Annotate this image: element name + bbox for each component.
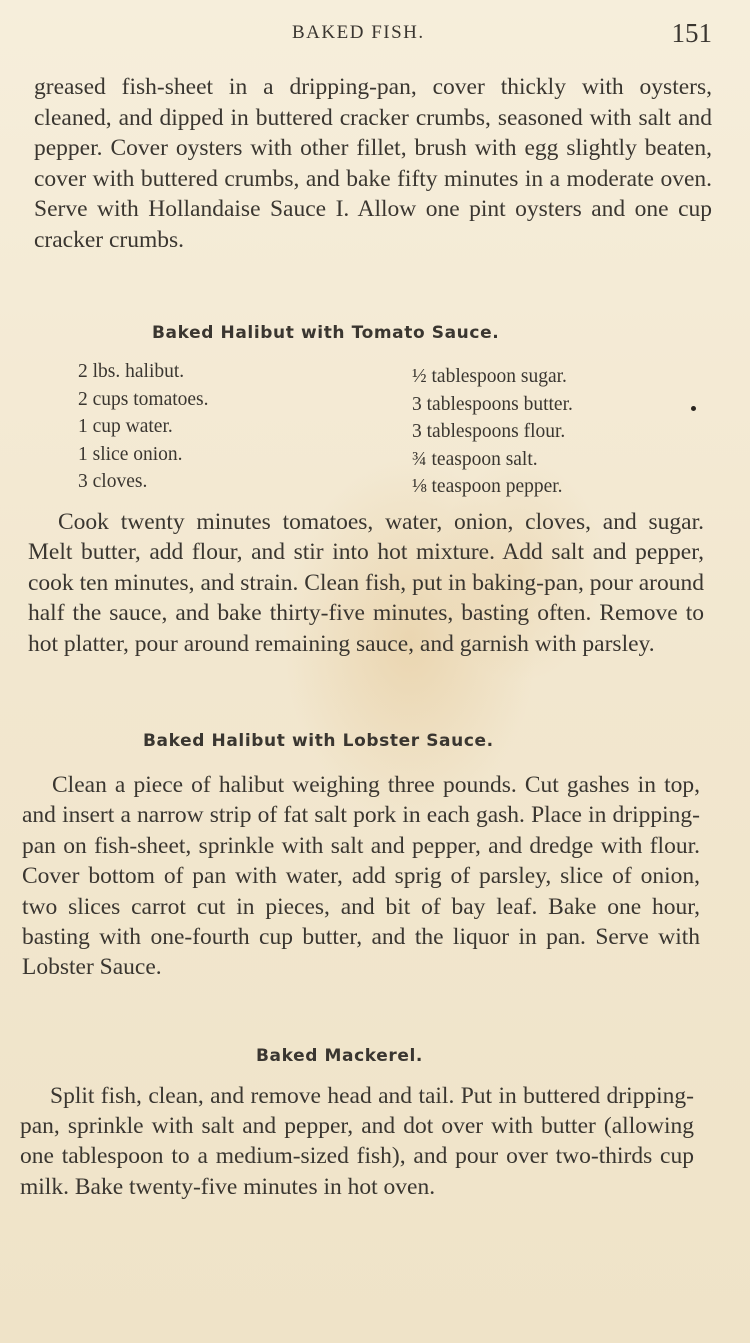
ingredient-item: 3 cloves.	[78, 471, 148, 492]
recipe-title-mackerel: Baked Mackerel.	[256, 1046, 423, 1066]
recipe-method-mackerel: Split fish, clean, and remove head and tail. Put in buttered dripping-pan, sprinkle with salt and pepper, and dot over with butter (allowing one tablespoon to a medium-sized fish), and pour over two-thirds cup milk. Bake twenty-five minutes in hot oven.	[20, 1083, 694, 1200]
recipe-title-halibut-lobster: Baked Halibut with Lobster Sauce.	[143, 731, 494, 751]
recipe-method-halibut-tomato: Cook twenty minutes tomatoes, water, onion, cloves, and sugar. Melt butter, add flour, and stir into hot mixture. Add salt and pepper, cook ten minutes, and strain. Clean fish, put in baking-pan, pour around half the sauce, and bake thirty-five minutes, basting often. Remove to hot platter, pour around remaining sauce, and garnish with parsley.	[28, 509, 704, 657]
ingredient-item: ½ tablespoon sugar.	[412, 366, 567, 387]
ingredient-item: 3 tablespoons flour.	[412, 421, 566, 442]
page-number: 151	[671, 18, 712, 48]
ingredients-left-column	[78, 358, 209, 496]
ingredient-item: 1 cup water.	[78, 416, 173, 437]
print-speck	[691, 406, 696, 411]
ingredient-item: 1 slice onion.	[78, 443, 183, 465]
recipe-title-halibut-tomato: Baked Halibut with Tomato Sauce.	[152, 323, 500, 343]
ingredient-item: 2 cups tomatoes.	[78, 388, 209, 410]
running-head	[0, 18, 750, 48]
intro-paragraph: greased fish-sheet in a dripping-pan, cover thickly with oysters, cleaned, and dipped in buttered cracker crumbs, seasoned with salt and pepper. Cover oysters with other fillet, brush with egg slightly beaten, cover with buttered crumbs, and bake fifty minutes in a moderate oven. Serve with Hollandaise Sauce I. Allow one pint oysters and one cup cracker crumbs.	[34, 74, 712, 253]
ingredient-item: ¾ teaspoon salt.	[412, 448, 538, 470]
ingredient-item: ⅛ teaspoon pepper.	[412, 476, 563, 497]
ingredient-item: 2 lbs. halibut.	[78, 361, 185, 382]
ingredient-item: 3 tablespoons butter.	[412, 393, 573, 415]
recipe-method-halibut-lobster: Clean a piece of halibut weighing three pounds. Cut gashes in top, and insert a narrow strip of fat salt pork in each gash. Place in dripping-pan on fish-sheet, sprinkle with salt and pepper, and dredge with flour. Cover bottom of pan with water, add sprig of parsley, slice of onion, two slices carrot cut in pieces, and bit of bay leaf. Bake one hour, basting with one-fourth cup butter, and the liquor in pan. Serve with Lobster Sauce.	[22, 772, 700, 981]
running-title: BAKED FISH.	[292, 22, 425, 43]
ingredients-right-column	[412, 363, 573, 501]
